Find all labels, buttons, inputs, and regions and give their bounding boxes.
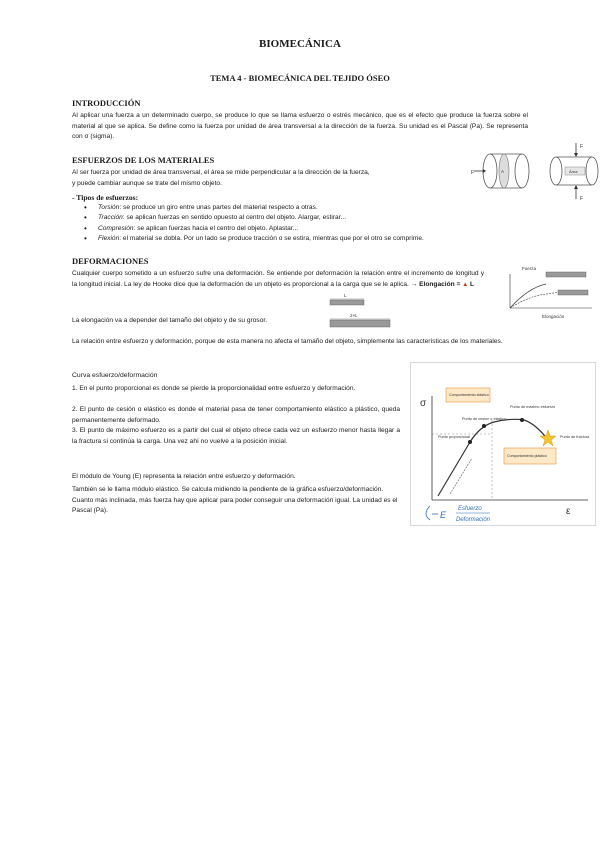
force-label-left: F — [471, 170, 475, 176]
stress-type-torsion: • Torsión: se produce un giro entre unas partes del material respecto a otras. — [84, 203, 524, 213]
max-stress-point — [520, 418, 524, 422]
elongation-formula: → Elongación = ▲ L — [410, 280, 475, 288]
force-label-top: F — [580, 144, 584, 150]
stresses-heading: ESFUERZOS DE LOS MATERIALES — [72, 155, 215, 165]
proportional-point — [468, 440, 472, 444]
force-elongation-graph — [500, 262, 596, 322]
stress-cylinders-figure — [470, 140, 600, 202]
label-fracture: Punto de fractura — [560, 435, 590, 439]
label-elastic-box: Comportamiento elástico — [449, 393, 489, 397]
label-plastic-box: Comportamiento plástico — [507, 454, 547, 458]
topic-subtitle: TEMA 4 - BIOMECÁNICA DEL TEJIDO ÓSEO — [210, 73, 390, 83]
young-modulus-line: El módulo de Young (E) representa la relación entre esfuerzo y deformación. — [72, 473, 296, 480]
young-modulus-paragraph: También se le llama módulo elástico. Se calcula midiendo la pendiente de la gráfica esfuerzo/deformación. Cuanto más inclinada, más fuerza hay que aplicar para poder conseguir una deformación igual. La unidad es el Pascal (Pa). — [72, 486, 398, 514]
label-max: Punto de máximo esfuerzo — [510, 405, 556, 409]
intro-paragraph: Al aplicar una fuerza a un determinado cuerpo, se produce lo que se llama esfuerzo o estrés mecánico, que es el efecto que produce la fuerza sobre el material al que se aplica. Se define como la fuerza por unidad de área transversal a la dirección de la fuerza. Su unidad es el Pascal (Pa). Se representa con σ (sigma). — [72, 112, 528, 140]
handwritten-esfuerzo: Esfuerzo — [458, 506, 482, 512]
handwritten-e: E — [440, 510, 447, 520]
mini-graph-x-label: Elongación — [542, 314, 565, 319]
area-label-right: Área — [569, 169, 578, 174]
stress-types-list — [84, 203, 524, 245]
yield-point — [482, 424, 486, 428]
stress-types-heading: - Tipos de esfuerzos: — [72, 193, 139, 202]
deform-paragraph: Cualquier cuerpo sometido a un esfuerzo sufre una deformación. Se entiende por deformación la relación entre el incremento de longitud y la longitud inicial. La ley de Hooke dice que la deformación de un objeto es proporcional a la carga que se le aplica. → Elongación = ▲ L — [72, 270, 484, 288]
area-label-left: A — [501, 169, 505, 174]
curve-title: Curva esfuerzo/deformación — [72, 372, 158, 379]
elongation-note: La elongación va a depender del tamaño del objeto y de su grosor. — [72, 317, 268, 324]
stress-type-traction: • Tracción: se aplican fuerzas en sentido opuesto al centro del objeto. Alargar, estirar... — [84, 213, 524, 223]
mini-graph-y-label: Fuerza — [522, 266, 537, 271]
stresses-line-2: y puede cambiar aunque se trate del mismo objeto. — [72, 180, 222, 187]
curve-point-3: 3. El punto de máximo esfuerzo es a partir del cual el objeto ofrece cada vez un esfuerzo menor hasta llegar a la fractura si continúa la carga. Una vez ahí no vuelve a la posición inicial. — [72, 427, 400, 445]
elongation-bars-figure — [326, 292, 396, 332]
stress-type-compression: • Compresión: se aplican fuerzas hacia el centro del objeto. Aplastar... — [84, 224, 524, 234]
sigma-axis-label: σ — [420, 398, 427, 409]
label-yield: Punto de cesión o elástico — [462, 417, 507, 421]
label-proportional: Punto proporcional — [438, 435, 470, 439]
stress-strain-graph — [410, 362, 596, 526]
stresses-line-1: Al ser fuerza por unidad de área transversal, el área se mide perpendicular a la dirección de la fuerza, — [72, 169, 370, 176]
deform-heading: DEFORMACIONES — [72, 256, 149, 266]
force-label-bottom: F — [580, 196, 584, 202]
curve-point-2: 2. El punto de cesión o elástico es donde el material pasa de tener comportamiento elástico a plástico, queda permanentemente deformado. — [72, 406, 400, 424]
epsilon-axis-label: ε — [566, 506, 571, 517]
stress-type-flexion: • Flexión: el material se dobla. Por un lado se produce tracción o se estira, mientras que por el otro se comprime. — [84, 234, 524, 244]
page-title: BIOMECÁNICA — [259, 38, 341, 50]
bar-label-2l: 2×L — [350, 313, 358, 318]
relation-paragraph: La relación entre esfuerzo y deformación, porque de esta manera no afecta el tamaño del objeto, simplemente las características de los materiales. — [72, 338, 503, 345]
bar-label-l: L — [344, 293, 347, 298]
curve-point-1: 1. En el punto proporcional es donde se pierde la proporcionalidad entre esfuerzo y deformación. — [72, 385, 356, 392]
handwritten-deformacion: Deformación — [456, 517, 491, 523]
intro-heading: INTRODUCCIÓN — [72, 98, 141, 108]
